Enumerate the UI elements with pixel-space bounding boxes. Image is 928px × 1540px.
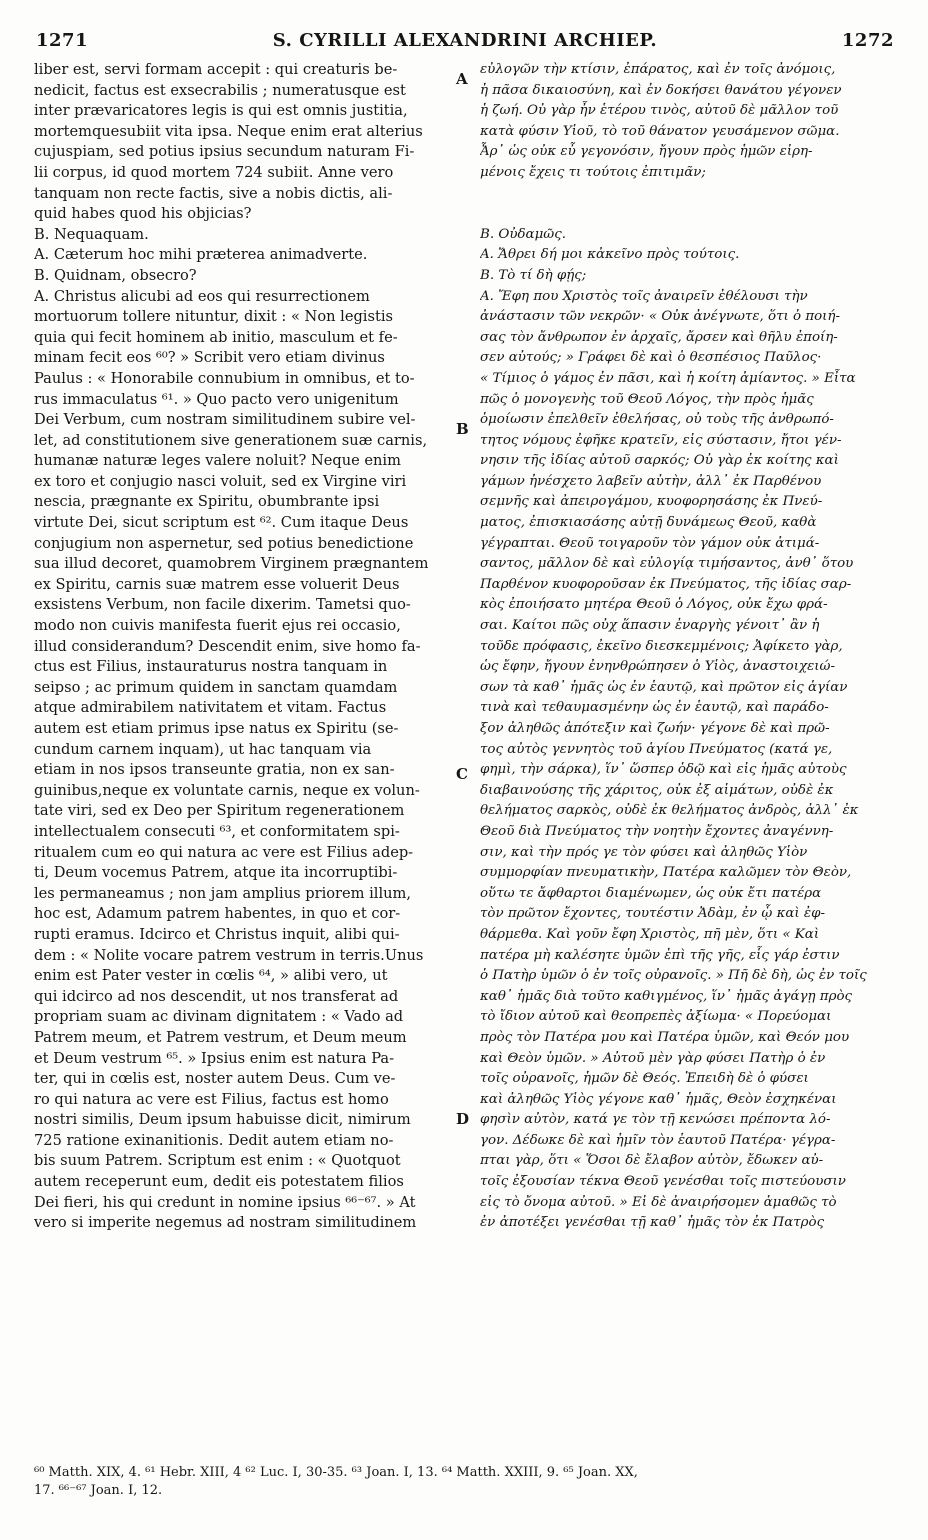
latin-text-line: humanæ naturæ leges valere noluit? Neque enim bbox=[34, 452, 401, 470]
greek-text-line: ἀνάστασιν τῶν νεκρῶν· « Οὐκ ἀνέγνωτε, ὅτι ὁ ποιή- bbox=[480, 309, 840, 325]
greek-column bbox=[480, 60, 896, 1234]
greek-text-line: ὁμοίωσιν ἐπελθεῖν ἐθελήσας, οὐ τοὺς τῆς ἀνθρωπό- bbox=[480, 412, 834, 428]
latin-text-line: atque admirabilem nativitatem et vitam. Factus bbox=[34, 699, 387, 717]
greek-text-line: πῶς ὁ μονογενὴς τοῦ Θεοῦ Λόγος, τὴν πρὸς ἡμᾶς bbox=[480, 391, 814, 407]
latin-text-line: ex Spiritu, carnis suæ matrem esse voluerit Deus bbox=[34, 575, 400, 593]
greek-text-line: κατὰ φύσιν Υἱοῦ, τὸ τοῦ θάνατον γευσάμενον σῶμα. bbox=[480, 123, 840, 139]
greek-text-line: τοῦδε πρόφασις, ἐκεῖνο διεσκεμμένοις; Ἀφίκετο γὰρ, bbox=[480, 638, 843, 654]
latin-text-line: vero si imperite negemus ad nostram similitudinem bbox=[34, 1214, 417, 1232]
greek-text-line: ἐν ἀποτέξει γενέσθαι τῇ καθ᾽ ἡμᾶς τὸν ἐκ Πατρὸς bbox=[480, 1215, 825, 1231]
latin-text-line: inter prævaricatores legis is qui est omnis justitia, bbox=[34, 102, 408, 120]
greek-text-line: πται γὰρ, ὅτι « Ὅσοι δὲ ἔλαβον αὐτὸν, ἔδωκεν αὐ- bbox=[480, 1153, 824, 1169]
greek-text-line: φημὶ, τὴν σάρκα), ἵν᾽ ὥσπερ ὁδῷ καὶ εἰς ἡμᾶς αὐτοὺς bbox=[480, 762, 847, 778]
greek-text-line: σων τὰ καθ᾽ ἡμᾶς ὡς ἐν ἑαυτῷ, καὶ πρῶτον εἰς ἁγίαν bbox=[480, 679, 848, 695]
latin-text-line: mortuorum tollere nituntur, dixit : « Non legistis bbox=[34, 308, 393, 326]
greek-text-line: σιν, καὶ τὴν πρός γε τὸν φύσει καὶ ἀληθῶς Υἱὸν bbox=[480, 844, 808, 860]
latin-text-line: rupti eramus. Idcirco et Christus inquit, alibi qui- bbox=[34, 925, 400, 943]
latin-text-line: quid habes quod his objicias? bbox=[34, 205, 252, 223]
latin-text-line: nostri similis, Deum ipsum habuisse dicit, nimirum bbox=[34, 1111, 411, 1129]
page-header bbox=[36, 30, 894, 60]
latin-text-line: rus immaculatus ⁶¹. » Quo pacto vero unigenitum bbox=[34, 390, 399, 408]
left-page-number: 1271 bbox=[36, 30, 89, 51]
latin-text-line: les permaneamus ; non jam amplius priorem illum, bbox=[34, 884, 411, 902]
latin-text-line: ex toro et conjugio nasci voluit, sed ex Virgine viri bbox=[34, 472, 407, 490]
latin-text-line: enim est Pater vester in cœlis ⁶⁴, » alibi vero, ut bbox=[34, 967, 388, 985]
greek-text-line: καὶ Θεὸν ὑμῶν. » Αὐτοῦ μὲν γὰρ φύσει Πατὴρ ὁ ἐν bbox=[480, 1050, 826, 1066]
greek-text-line: τοῖς οὐρανοῖς, ἡμῶν δὲ Θεός. Ἐπειδὴ δὲ ὁ φύσει bbox=[480, 1071, 809, 1087]
greek-text-line: συμμορφίαν πνευματικὴν, Πατέρα καλῶμεν τὸν Θεὸν, bbox=[480, 865, 852, 881]
latin-text-line: liber est, servi formam accepit : qui creaturis be- bbox=[34, 61, 398, 78]
latin-text-line: ro qui natura ac vere est Filius, factus est homo bbox=[34, 1090, 389, 1108]
greek-text-line: ὡς ἔφην, ἤγουν ἐνηνθρώπησεν ὁ Υἱὸς, ἀναστοιχειώ- bbox=[480, 659, 835, 675]
margin-marker-a: A bbox=[456, 70, 468, 88]
greek-text-line: εὐλογῶν τὴν κτίσιν, ἐπάρατος, καὶ ἐν τοῖς ἀνόμοις, bbox=[480, 62, 836, 77]
latin-text-line: sua illud decoret, quamobrem Virginem prægnantem bbox=[34, 555, 429, 573]
margin-marker-b: B bbox=[456, 420, 469, 438]
greek-text-line: κὸς ἐποιήσατο μητέρα Θεοῦ ὁ Λόγος, οὐκ ἔχω φρά- bbox=[480, 597, 828, 613]
greek-text-line: Θεοῦ διὰ Πνεύματος τὴν νοητὴν ἔχοντες ἀναγέννη- bbox=[480, 823, 834, 839]
greek-text-line: οὕτω τε ἄφθαρτοι διαμένωμεν, ὡς οὐκ ἔτι πατέρα bbox=[480, 885, 822, 901]
latin-text-line: cundum carnem inquam), ut hac tanquam via bbox=[34, 740, 372, 758]
greek-text-line: τὸ ἴδιον αὐτοῦ καὶ θεοπρεπὲς ἀξίωμα· « Πορεύομαι bbox=[480, 1009, 832, 1025]
greek-text-line: τοῖς ἐξουσίαν τέκνα Θεοῦ γενέσθαι τοῖς πιστεύουσιν bbox=[480, 1174, 846, 1190]
greek-text-line: Παρθένον κυοφοροῦσαν ἐκ Πνεύματος, τῆς ἰδίας σαρ- bbox=[480, 576, 852, 592]
latin-text-line: intellectualem consecuti ⁶³, et conformitatem spi- bbox=[34, 822, 400, 840]
greek-text-line: σαντος, μᾶλλον δὲ καὶ εὐλογίᾳ τιμήσαντος, ἀνθ᾽ ὅτου bbox=[480, 556, 854, 572]
margin-marker-c: C bbox=[456, 765, 468, 783]
latin-text-line: A. Cæterum hoc mihi præterea animadverte. bbox=[34, 246, 368, 264]
latin-text-line: et Deum vestrum ⁶⁵. » Ipsius enim est natura Pa- bbox=[34, 1049, 395, 1067]
greek-text-line: « Τίμιος ὁ γάμος ἐν πᾶσι, καὶ ἡ κοίτη ἀμίαντος. » Εἶτα bbox=[480, 370, 856, 386]
footnote-line: 17. ⁶⁶⁻⁶⁷ Joan. I, 12. bbox=[34, 1483, 163, 1498]
latin-text-line: virtute Dei, sicut scriptum est ⁶². Cum itaque Deus bbox=[34, 514, 409, 532]
latin-text-line: Dei Verbum, cum nostram similitudinem subire vel- bbox=[34, 411, 416, 429]
greek-text-line: εἰς τὸ ὄνομα αὐτοῦ. » Εἰ δὲ ἀναιρήσομεν ἀμαθῶς τὸ bbox=[480, 1194, 837, 1210]
latin-text-line: Paulus : « Honorabile connubium in omnibus, et to- bbox=[34, 369, 415, 387]
greek-text-line: Ἆρ᾽ ὡς οὐκ εὖ γεγονόσιν, ἤγουν πρὸς ἡμῶν εἰρη- bbox=[480, 144, 813, 160]
greek-text-line bbox=[480, 184, 896, 205]
latin-text-line: propriam suam ac divinam dignitatem : « Vado ad bbox=[34, 1008, 404, 1026]
greek-text-line: γον. Δέδωκε δὲ καὶ ἡμῖν τὸν ἑαυτοῦ Πατέρα· γέγρα- bbox=[480, 1132, 836, 1148]
greek-text-line: καὶ ἀληθῶς Υἱὸς γέγονε καθ᾽ ἡμᾶς, Θεὸν ἐσχηκέναι bbox=[480, 1091, 837, 1107]
latin-text-line: ti, Deum vocemus Patrem, atque ita incorruptibi- bbox=[34, 864, 398, 882]
latin-text-line: B. Nequaquam. bbox=[34, 225, 149, 243]
latin-text-line: qui idcirco ad nos descendit, ut nos transferat ad bbox=[34, 987, 399, 1005]
greek-text-line: τὸν πρῶτον ἔχοντες, τουτέστιν Ἀδὰμ, ἐν ᾧ καὶ ἐφ- bbox=[480, 906, 825, 922]
greek-text-line: ὁ Πατὴρ ὑμῶν ὁ ἐν τοῖς οὐρανοῖς. » Πῆ δὲ δὴ, ὡς ἐν τοῖς bbox=[480, 968, 867, 984]
latin-text-line: B. Quidnam, obsecro? bbox=[34, 266, 197, 284]
latin-text-line: hoc est, Adamum patrem habentes, in quo et cor- bbox=[34, 905, 401, 923]
latin-text-line: cujuspiam, sed potius ipsius secundum naturam Fi- bbox=[34, 143, 415, 161]
greek-text-line: ξον ἀληθῶς ἀπότεξιν καὶ ζωήν· γέγονε δὲ καὶ πρῶ- bbox=[480, 721, 830, 736]
latin-column bbox=[34, 60, 452, 1234]
latin-text-line: tanquam non recte factis, sive a nobis dictis, ali- bbox=[34, 184, 393, 202]
greek-text-line: Β. Οὐδαμῶς. bbox=[480, 226, 566, 242]
latin-text-line: conjugium non aspernetur, sed potius benedictione bbox=[34, 534, 414, 552]
greek-text-line: σεν αὐτούς; » Γράφει δὲ καὶ ὁ θεσπέσιος Παῦλος· bbox=[480, 350, 822, 366]
latin-text-line: lii corpus, id quod mortem 724 subiit. Anne vero bbox=[34, 163, 394, 181]
greek-text-line: νησιν τῆς ἰδίας αὐτοῦ σαρκός; Οὐ γὰρ ἐκ κοίτης καὶ bbox=[480, 453, 839, 469]
greek-text-line: γέγραπται. Θεοῦ τοιγαροῦν τὸν γάμον οὐκ ἀτιμά- bbox=[480, 535, 820, 551]
latin-text-line: dem : « Nolite vocare patrem vestrum in terris.Unus bbox=[34, 946, 424, 964]
greek-text-line: γάμων ἠνέσχετο λαβεῖν αὐτὴν, ἀλλ᾽ ἐκ Παρθένου bbox=[480, 473, 822, 489]
greek-text-line: Α. Ἔφη που Χριστὸς τοῖς ἀναιρεῖν ἐθέλουσι τὴν bbox=[480, 288, 808, 304]
latin-text-line: Patrem meum, et Patrem vestrum, et Deum meum bbox=[34, 1028, 407, 1046]
latin-text-line: guinibus,neque ex voluntate carnis, neque ex volun- bbox=[34, 781, 420, 799]
greek-text-line: διαβαινούσης τῆς χάριτος, οὐκ ἐξ αἱμάτων, οὐδὲ ἐκ bbox=[480, 782, 834, 798]
latin-text-line: illud considerandum? Descendit enim, sive homo fa- bbox=[34, 637, 421, 655]
footnote-line: ⁶⁰ Matth. XIX, 4. ⁶¹ Hebr. XIII, 4 ⁶² Luc. I, 30-35. ⁶³ Joan. I, 13. ⁶⁴ Matth. XXIII, 9. ⁶⁵ Joan. XX, bbox=[34, 1465, 638, 1480]
latin-text-line: exsistens Verbum, non facile dixerim. Tametsi quo- bbox=[34, 596, 411, 614]
greek-text-line: πατέρα μὴ καλέσητε ὑμῶν ἐπὶ τῆς γῆς, εἷς γάρ ἐστιν bbox=[480, 947, 840, 963]
latin-text-line: mortemquesubiit vita ipsa. Neque enim erat alterius bbox=[34, 122, 423, 140]
latin-text-line: tate viri, sed ex Deo per Spiritum regenerationem bbox=[34, 802, 405, 820]
greek-text-line: καθ᾽ ἡμᾶς διὰ τοῦτο καθιγμένος, ἵν᾽ ἡμᾶς ἀγάγῃ πρὸς bbox=[480, 988, 853, 1004]
latin-text-line: etiam in nos ipsos transeunte gratia, non ex san- bbox=[34, 761, 395, 779]
greek-text-line: τος αὐτὸς γεννητὸς τοῦ ἁγίου Πνεύματος (κατά γε, bbox=[480, 741, 833, 757]
latin-text-line: ritualem cum eo qui natura ac vere est Filius adep- bbox=[34, 843, 414, 861]
latin-text-line: seipso ; ac primum quidem in sanctam quamdam bbox=[34, 678, 398, 696]
latin-text-line: quia qui fecit hominem ab initio, masculum et fe- bbox=[34, 328, 398, 346]
greek-text-line: τινὰ καὶ τεθαυμασμένην ὡς ἐν ἑαυτῷ, καὶ παράδο- bbox=[480, 700, 829, 716]
greek-text-line bbox=[480, 204, 896, 225]
greek-text-line: σαι. Καίτοι πῶς οὐχ ἅπασιν ἐναργὴς γένοιτ᾽ ἂν ἡ bbox=[480, 618, 820, 634]
latin-text-line: Dei fieri, his qui credunt in nomine ipsius ⁶⁶⁻⁶⁷. » At bbox=[34, 1193, 416, 1211]
latin-text-line: nescia, prægnante ex Spiritu, obumbrante ipsi bbox=[34, 493, 380, 511]
greek-text-line: πρὸς τὸν Πατέρα μου καὶ Πατέρα ὑμῶν, καὶ Θεόν μου bbox=[480, 1029, 850, 1045]
latin-text-line: ctus est Filius, instauraturus nostra tanquam in bbox=[34, 658, 388, 676]
latin-text-line: bis suum Patrem. Scriptum est enim : « Quotquot bbox=[34, 1152, 401, 1170]
footnotes bbox=[34, 1464, 894, 1500]
greek-text-line: Α. Ἄθρει δή μοι κἀκεῖνο πρὸς τούτοις. bbox=[480, 247, 740, 263]
greek-text-line: σεμνῆς καὶ ἀπειρογάμου, κυοφορησάσης ἐκ Πνεύ- bbox=[480, 494, 823, 510]
margin-marker-d: D bbox=[456, 1110, 470, 1128]
greek-text-line: φησὶν αὐτὸν, κατά γε τὸν τῇ κενώσει πρέποντα λό- bbox=[480, 1112, 831, 1128]
latin-text-line: modo non cuivis manifesta fuerit ejus rei occasio, bbox=[34, 617, 401, 635]
right-page-number: 1272 bbox=[841, 30, 894, 51]
latin-text-line: let, ad constitutionem sive generationem suæ carnis, bbox=[34, 431, 428, 449]
greek-text-line: ἡ πᾶσα δικαιοσύνη, καὶ ἐν δοκήσει θανάτου γέγονεν bbox=[480, 82, 842, 98]
running-title: S. CYRILLI ALEXANDRINI ARCHIEP. bbox=[272, 30, 658, 51]
greek-text-line: ματος, ἐπισκιασάσης αὐτῇ δυνάμεως Θεοῦ, καθὰ bbox=[480, 515, 817, 531]
greek-text-line: θάρμεθα. Καὶ γοῦν ἔφη Χριστὸς, πῆ μὲν, ὅτι « Καὶ bbox=[480, 926, 820, 942]
latin-text-line: 725 ratione exinanitionis. Dedit autem etiam no- bbox=[34, 1131, 394, 1149]
greek-text-line: ἡ ζωή. Οὐ γὰρ ἦν ἑτέρου τινὸς, αὐτοῦ δὲ μᾶλλον τοῦ bbox=[480, 103, 839, 119]
greek-text-line: θελήματος σαρκὸς, οὐδὲ ἐκ θελήματος ἀνδρὸς, ἀλλ᾽ ἐκ bbox=[480, 803, 859, 819]
greek-text-line: μένοις ἔχεις τι τούτοις ἐπιτιμᾶν; bbox=[480, 164, 706, 180]
greek-text-line: σας τὸν ἄνθρωπον ἐν ἀρχαῖς, ἄρσεν καὶ θῆλυ ἐποίη- bbox=[480, 329, 838, 345]
latin-text-line: nedicit, factus est exsecrabilis ; numeratusque est bbox=[34, 81, 406, 99]
latin-text-line: autem est etiam primus ipse natus ex Spiritu (se- bbox=[34, 720, 399, 737]
latin-text-line: A. Christus alicubi ad eos qui resurrectionem bbox=[34, 287, 370, 305]
greek-text-line: τητος νόμους ἐφῆκε κρατεῖν, εἰς σύστασιν, ἤτοι γέν- bbox=[480, 432, 842, 448]
latin-text-line: autem receperunt eum, dedit eis potestatem filios bbox=[34, 1173, 404, 1191]
greek-text-line: Β. Τὸ τί δὴ φῄς; bbox=[480, 267, 587, 283]
latin-text-line: ter, qui in cœlis est, noster autem Deus. Cum ve- bbox=[34, 1070, 396, 1088]
latin-text-line: minam fecit eos ⁶⁰? » Scribit vero etiam divinus bbox=[34, 349, 385, 367]
